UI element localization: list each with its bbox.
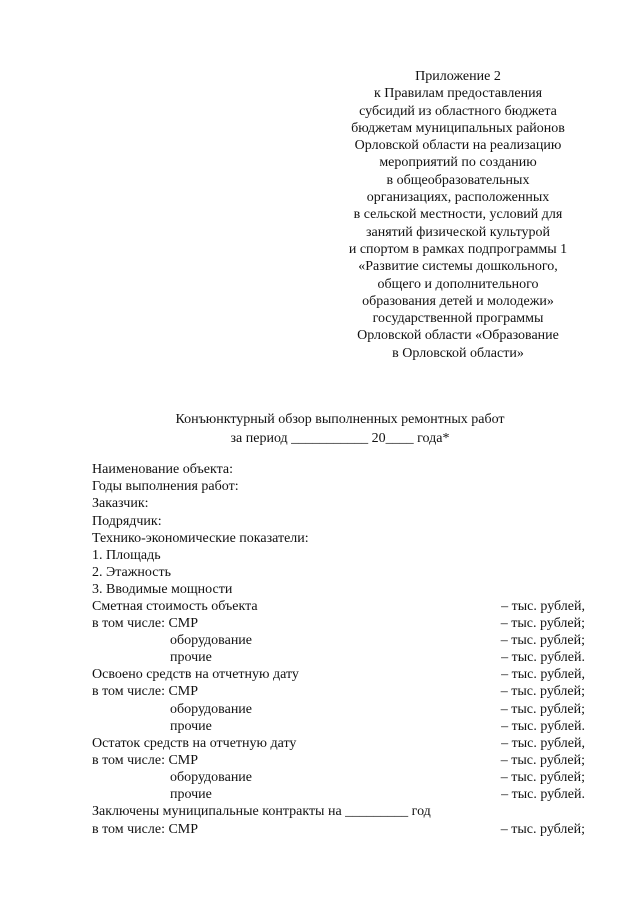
row-unit: – тыс. рублей,: [501, 667, 585, 683]
row-unit: – тыс. рублей.: [501, 787, 585, 803]
row-unit: – тыс. рублей;: [500, 633, 585, 649]
row-label: оборудование: [170, 701, 253, 717]
period-line: за период ___________ 20____ года*: [230, 431, 450, 446]
field-indicators: Технико-экономические показатели:: [92, 530, 309, 546]
appendix-line: и спортом в рамках подпрограммы 1: [348, 241, 568, 257]
row-unit: – тыс. рублей;: [500, 769, 585, 785]
row-unit: – тыс. рублей;: [500, 616, 585, 632]
appendix-line: общего и дополнительного: [377, 276, 539, 292]
row-label: Заключены муниципальные контракты на _________ год: [92, 804, 431, 820]
appendix-line: в общеобразовательных: [386, 172, 530, 188]
row-label: Сметная стоимость объекта: [92, 599, 258, 614]
row-label: оборудование: [170, 633, 253, 649]
cost-row: [92, 615, 587, 632]
row-unit: – тыс. рублей;: [500, 752, 585, 768]
row-unit: – тыс. рублей.: [501, 650, 585, 666]
row-label: Освоено средств на отчетную дату: [92, 667, 299, 683]
cost-row: [92, 598, 587, 615]
field-object-name: Наименование объекта:: [92, 462, 233, 477]
cost-row: [92, 632, 587, 649]
appendix-line: государственной программы: [372, 311, 544, 327]
cost-row: [92, 683, 587, 700]
field-capacity: 3. Вводимые мощности: [92, 582, 233, 598]
row-label: в том числе: СМР: [92, 684, 199, 700]
appendix-line: субсидий из областного бюджета: [359, 103, 557, 119]
field-work-years: Годы выполнения работ:: [92, 479, 239, 495]
row-label: прочие: [170, 787, 212, 803]
appendix-line: к Правилам предоставления: [373, 86, 543, 102]
row-unit: – тыс. рублей;: [500, 701, 585, 717]
row-unit: – тыс. рублей,: [501, 735, 585, 751]
appendix-line: в Орловской области»: [392, 345, 524, 361]
row-label: в том числе: СМР: [92, 616, 199, 632]
cost-row: [92, 718, 587, 735]
cost-row: [92, 735, 587, 752]
row-unit: – тыс. рублей.: [501, 718, 585, 734]
cost-row: [92, 752, 587, 769]
appendix-line: мероприятий по созданию: [379, 155, 537, 171]
cost-row: [92, 786, 587, 803]
row-label: в том числе: СМР: [92, 752, 199, 768]
field-customer: Заказчик:: [92, 496, 149, 512]
field-contractor: Подрядчик:: [92, 513, 162, 529]
row-label: прочие: [170, 650, 212, 666]
cost-row: [92, 666, 587, 683]
field-floors: 2. Этажность: [92, 565, 171, 581]
field-area: 1. Площадь: [92, 548, 161, 564]
cost-rows: [92, 598, 587, 838]
appendix-line: Орловской области «Образование: [357, 328, 559, 344]
row-label: оборудование: [170, 769, 253, 785]
appendix-line: занятий физической культурой: [365, 224, 551, 240]
row-label: прочие: [170, 718, 212, 734]
appendix-line: бюджетам муниципальных районов: [351, 120, 565, 136]
row-label: Остаток средств на отчетную дату: [92, 735, 297, 751]
row-unit: – тыс. рублей;: [500, 822, 585, 838]
appendix-header: [342, 68, 574, 362]
cost-row: [92, 649, 587, 666]
appendix-line: в сельской местности, условий для: [353, 207, 563, 223]
document-title: [150, 410, 530, 448]
cost-row: [92, 769, 587, 786]
title-line: Конъюнктурный обзор выполненных ремонтных работ: [175, 412, 505, 427]
row-unit: – тыс. рублей,: [501, 599, 585, 614]
appendix-line: Орловской области на реализацию: [354, 138, 562, 154]
cost-row: [92, 821, 587, 838]
appendix-line: Приложение 2: [415, 69, 501, 84]
row-unit: – тыс. рублей;: [500, 684, 585, 700]
appendix-line: «Развитие системы дошкольного,: [358, 259, 558, 275]
row-label: в том числе: СМР: [92, 822, 199, 838]
contracts-row: [92, 803, 587, 821]
cost-row: [92, 701, 587, 718]
appendix-line: организациях, расположенных: [366, 190, 550, 206]
object-fields: [92, 461, 309, 599]
appendix-line: образования детей и молодежи»: [362, 293, 554, 309]
